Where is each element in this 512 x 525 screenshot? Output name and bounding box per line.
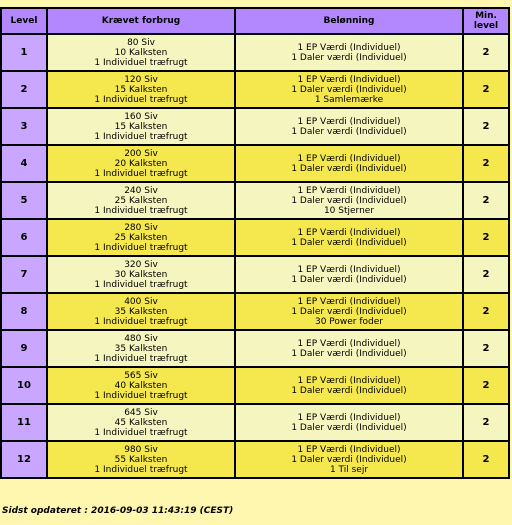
reward-cell — [236, 183, 462, 218]
header-min-level-line-2: level — [473, 21, 499, 31]
level-rewards-table — [0, 7, 510, 479]
required-item: 25 Kalksten — [114, 232, 168, 243]
reward-item: 1 Daler værdi (Individuel) — [291, 422, 407, 433]
reward-cell — [236, 220, 462, 255]
reward-item: 1 Daler værdi (Individuel) — [291, 237, 407, 248]
header-level: Level — [2, 9, 46, 33]
required-consumption-cell — [48, 294, 234, 329]
required-item: 1 Individuel træfrugt — [94, 131, 188, 142]
required-consumption-cell — [48, 405, 234, 440]
reward-item: 1 Daler værdi (Individuel) — [291, 195, 407, 206]
min-level-cell: 2 — [464, 294, 508, 329]
level-cell: 5 — [2, 183, 46, 218]
required-item: 15 Kalksten — [114, 84, 168, 95]
min-level-cell: 2 — [464, 442, 508, 477]
required-item: 280 Siv — [124, 222, 158, 233]
reward-cell — [236, 442, 462, 477]
required-item: 480 Siv — [124, 333, 158, 344]
required-item: 1 Individuel træfrugt — [94, 427, 188, 438]
table-row — [2, 257, 508, 292]
required-item: 240 Siv — [124, 185, 158, 196]
reward-cell — [236, 257, 462, 292]
required-consumption-cell — [48, 35, 234, 70]
required-item: 15 Kalksten — [114, 121, 168, 132]
reward-item: 1 EP Værdi (Individuel) — [297, 153, 401, 164]
min-level-cell: 2 — [464, 257, 508, 292]
required-item: 1 Individuel træfrugt — [94, 316, 188, 327]
level-cell: 2 — [2, 72, 46, 107]
required-item: 1 Individuel træfrugt — [94, 205, 188, 216]
reward-item: 1 Til sejr — [329, 464, 369, 475]
level-cell: 6 — [2, 220, 46, 255]
level-cell: 1 — [2, 35, 46, 70]
reward-item: 30 Power foder — [314, 316, 383, 327]
table-row — [2, 294, 508, 329]
required-item: 1 Individuel træfrugt — [94, 242, 188, 253]
required-item: 160 Siv — [124, 111, 158, 122]
level-cell: 10 — [2, 368, 46, 403]
required-item: 30 Kalksten — [114, 269, 168, 280]
required-item: 20 Kalksten — [114, 158, 168, 169]
min-level-cell: 2 — [464, 368, 508, 403]
table-row — [2, 183, 508, 218]
table-header-row — [2, 9, 508, 33]
reward-item: 1 EP Værdi (Individuel) — [297, 74, 401, 85]
table-row — [2, 72, 508, 107]
header-min-level — [464, 9, 508, 33]
min-level-cell: 2 — [464, 72, 508, 107]
level-cell: 7 — [2, 257, 46, 292]
level-cell: 3 — [2, 109, 46, 144]
reward-item: 1 EP Værdi (Individuel) — [297, 264, 401, 275]
table-row — [2, 331, 508, 366]
required-item: 25 Kalksten — [114, 195, 168, 206]
reward-cell — [236, 331, 462, 366]
min-level-cell: 2 — [464, 331, 508, 366]
reward-item: 10 Stjerner — [323, 205, 375, 216]
required-consumption-cell — [48, 331, 234, 366]
reward-cell — [236, 109, 462, 144]
header-required-consumption: Krævet forbrug — [48, 9, 234, 33]
reward-item: 1 Daler værdi (Individuel) — [291, 84, 407, 95]
required-item: 1 Individuel træfrugt — [94, 390, 188, 401]
reward-item: 1 Daler værdi (Individuel) — [291, 385, 407, 396]
reward-item: 1 EP Værdi (Individuel) — [297, 227, 401, 238]
level-cell: 4 — [2, 146, 46, 181]
table-row — [2, 405, 508, 440]
reward-item: 1 Daler værdi (Individuel) — [291, 454, 407, 465]
required-item: 1 Individuel træfrugt — [94, 168, 188, 179]
required-item: 565 Siv — [124, 370, 158, 381]
level-cell: 8 — [2, 294, 46, 329]
table-row — [2, 109, 508, 144]
table-body — [2, 35, 508, 477]
required-item: 1 Individuel træfrugt — [94, 353, 188, 364]
required-item: 320 Siv — [124, 259, 158, 270]
required-consumption-cell — [48, 72, 234, 107]
min-level-cell: 2 — [464, 109, 508, 144]
reward-item: 1 Samlemærke — [314, 94, 384, 105]
required-item: 40 Kalksten — [114, 380, 168, 391]
reward-item: 1 Daler værdi (Individuel) — [291, 163, 407, 174]
header-min-level-line-1: Min. — [475, 11, 497, 21]
required-item: 35 Kalksten — [114, 343, 168, 354]
required-item: 980 Siv — [124, 444, 158, 455]
reward-item: 1 EP Værdi (Individuel) — [297, 296, 401, 307]
reward-item: 1 EP Værdi (Individuel) — [297, 412, 401, 423]
reward-item: 1 EP Værdi (Individuel) — [297, 338, 401, 349]
required-consumption-cell — [48, 220, 234, 255]
table-row — [2, 146, 508, 181]
required-item: 10 Kalksten — [114, 47, 168, 58]
required-item: 200 Siv — [124, 148, 158, 159]
reward-item: 1 EP Værdi (Individuel) — [297, 444, 401, 455]
table-row — [2, 220, 508, 255]
reward-cell — [236, 368, 462, 403]
required-item: 120 Siv — [124, 74, 158, 85]
reward-cell — [236, 35, 462, 70]
required-consumption-cell — [48, 183, 234, 218]
required-item: 1 Individuel træfrugt — [94, 464, 188, 475]
min-level-cell: 2 — [464, 146, 508, 181]
reward-item: 1 EP Værdi (Individuel) — [297, 116, 401, 127]
level-cell: 11 — [2, 405, 46, 440]
required-item: 45 Kalksten — [114, 417, 168, 428]
required-item: 35 Kalksten — [114, 306, 168, 317]
required-consumption-cell — [48, 257, 234, 292]
required-item: 55 Kalksten — [114, 454, 168, 465]
reward-item: 1 Daler værdi (Individuel) — [291, 348, 407, 359]
header-reward: Belønning — [236, 9, 462, 33]
level-cell: 12 — [2, 442, 46, 477]
required-consumption-cell — [48, 146, 234, 181]
reward-item: 1 Daler værdi (Individuel) — [291, 52, 407, 63]
required-item: 1 Individuel træfrugt — [94, 57, 188, 68]
min-level-cell: 2 — [464, 35, 508, 70]
reward-cell — [236, 72, 462, 107]
table-row — [2, 35, 508, 70]
reward-item: 1 EP Værdi (Individuel) — [297, 375, 401, 386]
reward-cell — [236, 146, 462, 181]
required-item: 1 Individuel træfrugt — [94, 94, 188, 105]
required-item: 400 Siv — [124, 296, 158, 307]
table-row — [2, 368, 508, 403]
required-item: 1 Individuel træfrugt — [94, 279, 188, 290]
level-cell: 9 — [2, 331, 46, 366]
required-item: 645 Siv — [124, 407, 158, 418]
reward-item: 1 Daler værdi (Individuel) — [291, 306, 407, 317]
last-updated-text: Sidst opdateret : 2016-09-03 11:43:19 (CEST) — [2, 506, 234, 516]
required-consumption-cell — [48, 442, 234, 477]
table-row — [2, 442, 508, 477]
required-consumption-cell — [48, 368, 234, 403]
reward-cell — [236, 405, 462, 440]
required-item: 80 Siv — [127, 37, 155, 48]
reward-item: 1 Daler værdi (Individuel) — [291, 126, 407, 137]
min-level-cell: 2 — [464, 220, 508, 255]
required-consumption-cell — [48, 109, 234, 144]
min-level-cell: 2 — [464, 405, 508, 440]
min-level-cell: 2 — [464, 183, 508, 218]
reward-item: 1 Daler værdi (Individuel) — [291, 274, 407, 285]
reward-item: 1 EP Værdi (Individuel) — [297, 42, 401, 53]
reward-cell — [236, 294, 462, 329]
reward-item: 1 EP Værdi (Individuel) — [297, 185, 401, 196]
